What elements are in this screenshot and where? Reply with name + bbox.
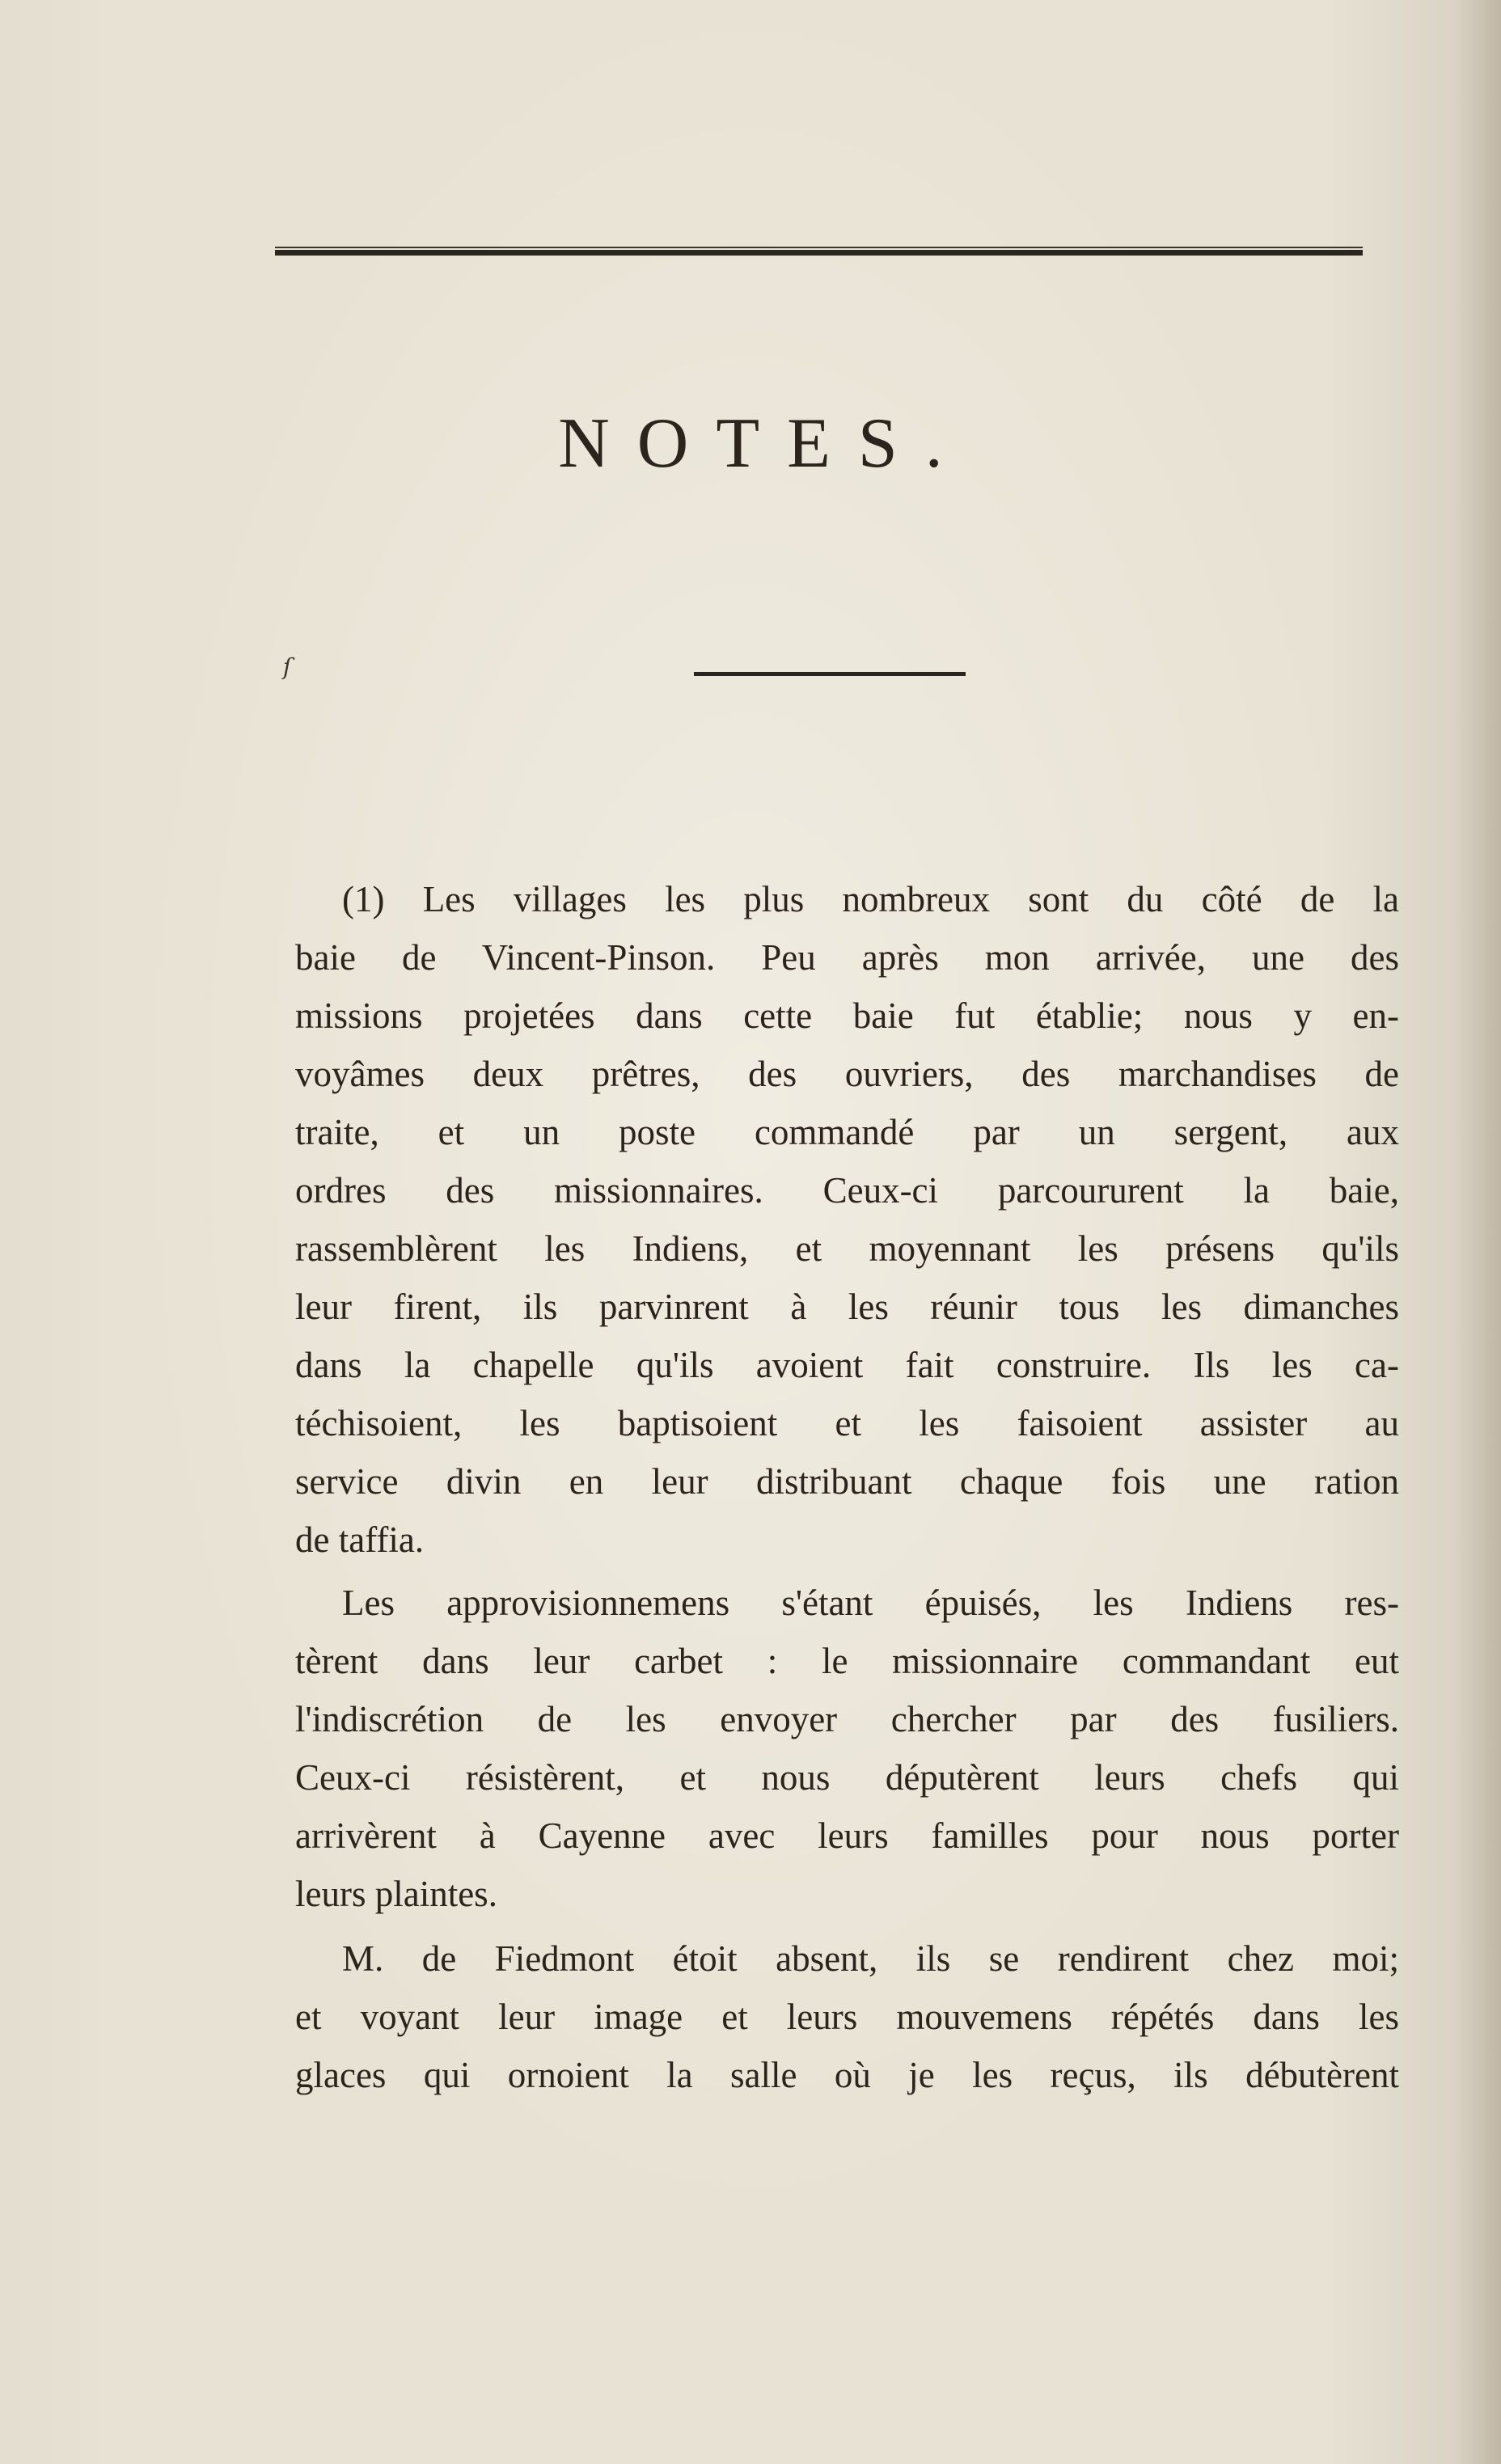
text-line: (1) Les villages les plus nombreux sont du côté de la <box>342 879 1399 919</box>
text-line: l'indiscrétion de les envoyer chercher par des fusiliers. <box>295 1699 1399 1739</box>
text-line: téchisoient, les baptisoient et les faisoient assister au <box>295 1403 1399 1443</box>
page-edge-shadow <box>1452 0 1501 2464</box>
text-line: M. de Fiedmont étoit absent, ils se rendirent chez moi; <box>342 1938 1399 1979</box>
text-line: glaces qui ornoient la salle où je les reçus, ils débutèrent <box>295 2055 1399 2095</box>
text-line: arrivèrent à Cayenne avec leurs familles pour nous porter <box>295 1815 1399 1856</box>
top-double-rule <box>275 247 1363 258</box>
text-line: de taffia. <box>295 1519 425 1560</box>
page-title: NOTES. <box>558 404 970 483</box>
text-line: service divin en leur distribuant chaque fois une ration <box>295 1461 1399 1502</box>
title-separator-rule <box>694 672 966 676</box>
text-line: rassemblèrent les Indiens, et moyennant les présens qu'ils <box>295 1228 1399 1269</box>
text-line: voyâmes deux prêtres, des ouvriers, des marchandises de <box>295 1054 1399 1094</box>
text-line: leurs plaintes. <box>295 1874 497 1914</box>
text-line: baie de Vincent-Pinson. Peu après mon arrivée, une des <box>295 937 1399 978</box>
text-line: leur firent, ils parvinrent à les réunir tous les dimanches <box>295 1287 1399 1327</box>
top-rule-thick-line <box>275 250 1363 256</box>
text-line: missions projetées dans cette baie fut établie; nous y en- <box>295 995 1399 1036</box>
text-line: Les approvisionnemens s'étant épuisés, les Indiens res- <box>342 1583 1399 1623</box>
text-line: traite, et un poste commandé par un sergent, aux <box>295 1112 1399 1152</box>
top-rule-thin-line <box>275 247 1363 248</box>
text-line: tèrent dans leur carbet : le missionnaire commandant eut <box>295 1641 1399 1681</box>
margin-mark: ſ <box>283 653 292 680</box>
text-line: ordres des missionnaires. Ceux-ci parcoururent la baie, <box>295 1170 1399 1211</box>
text-line: et voyant leur image et leurs mouvemens répétés dans les <box>295 1997 1399 2037</box>
text-line: Ceux-ci résistèrent, et nous députèrent leurs chefs qui <box>295 1757 1399 1798</box>
text-line: dans la chapelle qu'ils avoient fait construire. Ils les ca- <box>295 1345 1399 1385</box>
